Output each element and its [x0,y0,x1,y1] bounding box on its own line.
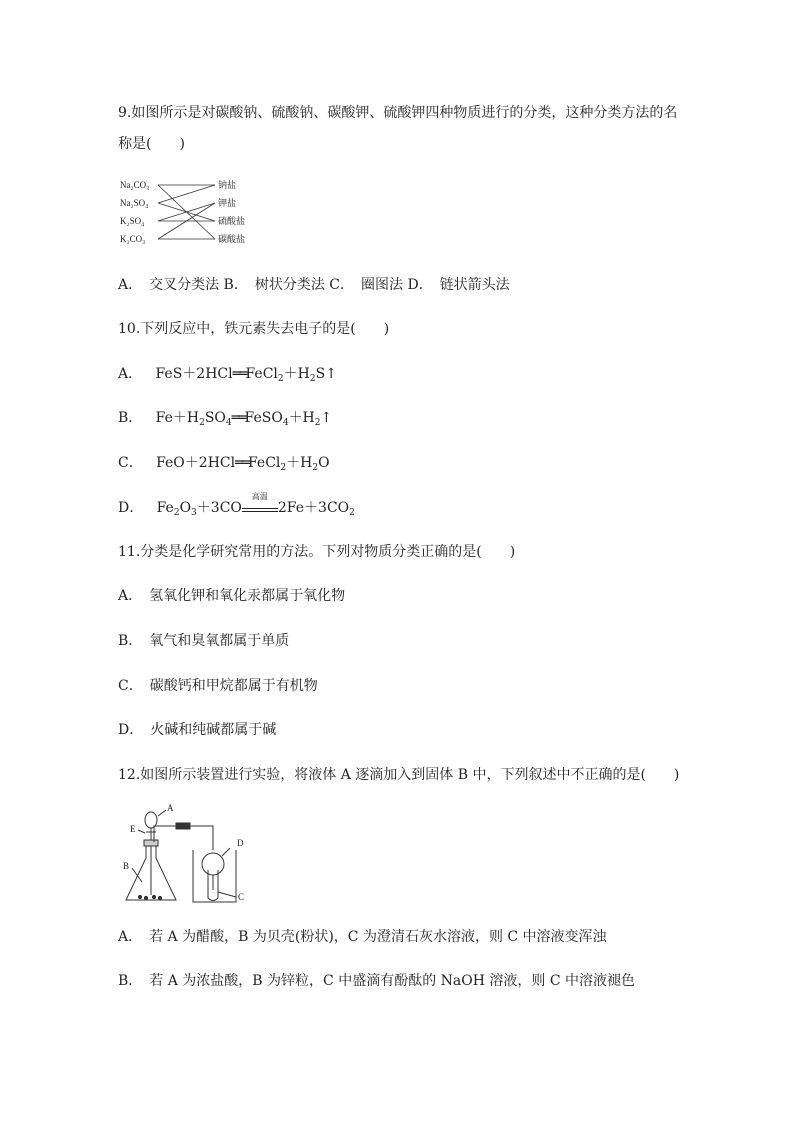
diagram-left-1: Na₂SO₄ [120,198,149,208]
apparatus-diagram [118,800,258,910]
diagram-right-2: 硫酸盐 [218,216,246,226]
equals-sign: ══ [232,366,246,382]
q12-stem: 12.如图所示装置进行实验，将液体 A 逐滴加入到固体 B 中，下列叙述中不正确的是( ) [118,767,680,783]
q11-option-a: A． 氢氧化钾和氧化汞都属于氧化物 [118,588,346,604]
diagram-connector-lines [158,185,215,239]
diagram-right-3: 碳酸盐 [218,234,246,244]
label-b: B [123,861,130,871]
q12-option-b: B． 若 A 为浓盐酸，B 为锌粒，C 中盛滴有酚酞的 NaOH 溶液，则 C 中溶液褪色 [118,973,635,989]
q9-stem-line1: 9.如图所示是对碳酸钠、硫酸钠、碳酸钾、硫酸钾四种物质进行的分类，这种分类方法的名 [118,105,678,121]
label-e: E [130,824,136,834]
equals-sign: ══ [235,455,248,471]
diagram-right-1: 钾盐 [218,198,237,208]
q11-option-b: B． 氧气和臭氧都属于单质 [118,633,290,649]
q10-option-c: C． $FeO+2HCl══FeCl_2+H_2O$ [118,455,330,473]
q10-option-a: A． $FeS+2HCl══FeCl_2+H_2S↑$ [118,366,337,384]
label-a: A [167,803,174,813]
q9-stem-line2: 称是( ) [118,136,185,152]
equals-sign: ══ [231,410,245,426]
q10-option-d: D． $Fe_2O_3+3CO$ 高温 $2Fe+3CO_2$ [118,492,355,518]
q11-option-c: C． 碳酸钙和甲烷都属于有机物 [118,678,318,694]
diagram-left-2: K₂SO₄ [120,216,145,226]
label-c: C [238,892,245,902]
reaction-condition: 高温 [242,498,278,512]
q10-option-b: B． $Fe+H_2SO_4══FeSO_4+H_2↑$ [118,410,333,428]
diagram-right-0: 钠盐 [218,180,237,190]
q11-stem: 11.分类是化学研究常用的方法。下列对物质分类正确的是( ) [118,544,516,560]
diagram-left-3: K₂CO₃ [120,234,146,244]
diagram-left-0: Na₂CO₃ [120,180,150,190]
q11-option-d: D． 火碱和纯碱都属于碱 [118,722,277,738]
label-d: D [237,838,244,848]
q9-options: A． 交叉分类法 B． 树状分类法 C． 圈图法 D． 链状箭头法 [118,277,510,293]
q12-option-a: A． 若 A 为醋酸，B 为贝壳(粉状)，C 为澄清石灰水溶液，则 C 中溶液变浑浊 [118,929,607,945]
classification-diagram [118,175,268,251]
q10-stem: 10.下列反应中，铁元素失去电子的是( ) [118,321,390,337]
